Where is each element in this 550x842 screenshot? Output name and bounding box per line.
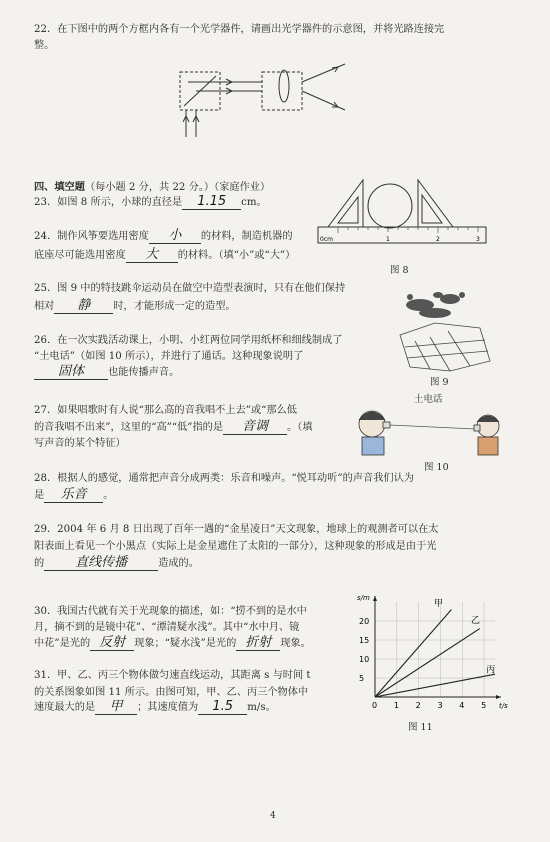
q25-answer: 静 [54,299,113,314]
q31-line2: 的关系图象如图 11 所示。由图可知，甲、乙、丙三个物体中 [34,687,309,698]
q31-line3 [34,700,276,715]
q31-text-3: m/s。 [247,702,276,713]
q25-line2 [34,299,236,314]
q27-line3: 写声音的某个特征） [34,438,126,449]
q30-answer-2: 折射 [236,636,280,651]
page-number: 4 [270,811,276,821]
fig9-caption: 图 9 [430,377,449,388]
q31-answer-2: 1.5 [198,700,247,715]
q27-text-2: 。（填 [287,422,313,433]
q22-line1: 22．在下图中的两个方框内各有一个光学器件，请画出光学器件的示意图，并将光路连接完 [34,24,445,35]
q24-text-3: 底座尽可能选用密度 [34,250,126,261]
q28-answer: 乐音 [44,488,103,503]
fig10-title: 土电话 [414,394,443,405]
q25-text-2: 时，才能形成一定的造型。 [113,301,236,312]
fig10-caption: 图 10 [424,462,449,473]
x-tick-label: 2 [415,701,421,710]
series-label-1: 甲 [433,598,443,609]
q25-text: 相对 [34,301,55,312]
section-header [34,180,270,195]
q30-text: 中花”是光的 [34,638,91,649]
q28-line1: 28．根据人的感觉，通常把声音分成两类：乐音和噪声。“悦耳动听”的声音我们认为 [34,473,414,484]
q29-line2: 阳表面上看见一个小黑点（实际上是金星遮住了太阳的一部分），这种现象的形成是由于光 [34,541,437,552]
q23-unit: cm。 [241,197,267,208]
section-note: （每小题 2 分，共 22 分。）（家庭作业） [84,182,271,193]
x-tick-label: 1 [393,701,399,710]
q28-text: 是 [34,490,45,501]
y-tick-label: 15 [359,636,370,645]
fig11-caption: 图 11 [408,722,433,733]
q27-text: 的音我唱不出来”，这里的“高”“低”指的是 [34,422,224,433]
series-line-1 [375,610,451,697]
q23-text: 23．如图 8 所示，小球的直径是 [34,197,183,208]
q24-text-2: 的材料，制造机器的 [200,231,293,242]
q27-line1: 27．如果唱歌时有人说“那么高的音我唱不上去”或“那么低 [34,405,297,416]
q27-line2 [34,420,313,435]
x-axis-arrow [496,695,501,699]
q26-text: 也能传播声音。 [108,367,180,378]
q24-line1 [34,229,293,244]
ruler-tick-2: 2 [436,236,440,243]
q22-line2: 整。 [34,40,55,51]
ruler-ticks [338,227,478,233]
x-axis-label: t/s [499,702,508,710]
q30-line1: 30．我国古代就有关于光现象的描述，如：“捞不到的是水中 [34,606,307,617]
q26-answer: 固体 [34,365,108,380]
ruler-zero: 0cm [320,236,333,243]
fig8-caption: 图 8 [390,265,409,276]
ruler-tick-1: 1 [386,236,390,243]
series-label-3: 丙 [486,665,496,676]
q30-line3 [34,636,311,651]
q25-line1: 25．图 9 中的特技跳伞运动员在做空中造型表演时，只有在他们保持 [34,283,346,294]
section-title: 四、填空题 [34,182,85,193]
figure-11-chart [335,592,508,722]
q24-answer-2: 大 [126,248,178,263]
q30-answer-1: 反射 [90,636,134,651]
q30-text-3: 现象。 [280,638,311,649]
optics-diagram [160,62,370,142]
q30-line2: 月，摘不到的是镜中花”、“潭清疑水浅”。其中“水中月、镜 [34,622,300,633]
q24-line2 [34,248,295,263]
x-tick-label: 0 [372,701,378,710]
q29-line3 [34,556,199,571]
q28-text-2: 。 [103,490,114,501]
q29-line1: 29．2004 年 6 月 8 日出现了百年一遇的“金星凌日”天文现象，地球上的观测者可以在太 [34,524,439,535]
q31-text-2: ；其速度值为 [137,702,199,713]
q29-text: 的 [34,558,45,569]
q28-line2 [34,488,113,503]
series-label-2: 乙 [471,615,481,626]
q29-text-2: 造成的。 [158,558,199,569]
x-tick-label: 3 [437,701,443,710]
x-tick-label: 4 [459,701,465,710]
y-tick-label: 10 [359,655,370,664]
figure-9-skydivers [390,283,500,373]
q26-line3 [34,365,179,380]
q27-answer: 音调 [223,420,287,435]
q29-answer: 直线传播 [44,556,158,571]
q24-text-4: 的材料。（填“小”或“大”） [177,250,296,261]
q31-text: 速度最大的是 [34,702,96,713]
y-tick-label: 5 [359,674,365,683]
y-axis-label: s/m [357,594,370,602]
q26-line2: “土电话”（如图 10 所示），并进行了通话。这种现象说明了 [34,351,304,362]
q26-line1: 26．在一次实践活动课上，小明、小红两位同学用纸杯和细线制成了 [34,335,343,346]
y-tick-label: 20 [359,617,370,626]
ruler-tick-3: 3 [476,236,480,243]
q31-line1: 31．甲、乙、丙三个物体做匀速直线运动，其距离 s 与时间 t [34,670,311,681]
figure-10-string-phone [350,402,510,457]
figure-8 [318,175,488,250]
q31-answer-1: 甲 [95,700,137,715]
q24-answer-1: 小 [149,229,201,244]
q30-text-2: 现象；“疑水浅”是光的 [134,638,237,649]
y-axis-arrow [373,596,377,601]
x-tick-label: 5 [481,701,487,710]
q23 [34,195,267,210]
q23-answer: 1.15 [182,195,241,210]
q24-text: 24．制作风筝要选用密度 [34,231,149,242]
